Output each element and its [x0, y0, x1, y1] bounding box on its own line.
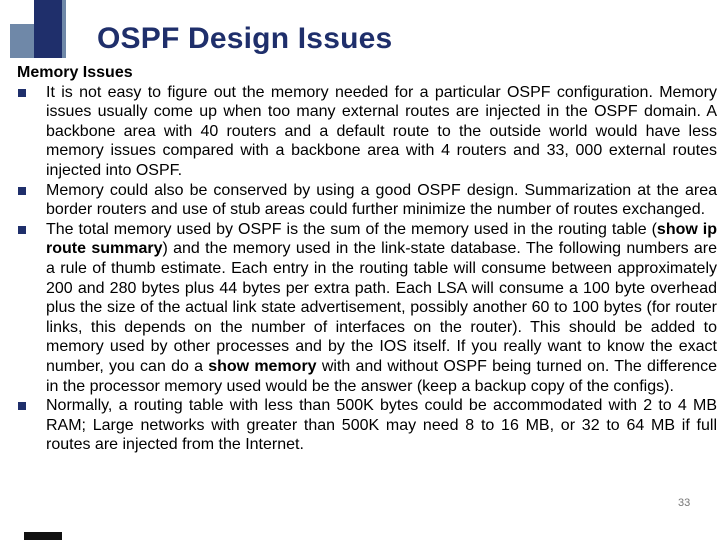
bullet-list — [17, 83, 717, 455]
bullet-text: with and without OSPF being turned on. The difference in the processor memory used would be the answer (keep a backup copy of the configs). — [46, 357, 718, 395]
section-heading: Memory Issues — [17, 64, 133, 81]
bullet-text: Normally, a routing table with less than 500K bytes could be accommodated with 2 to 4 MB RAM; Large networks with greater than 500K may need 8 to 16 MB, or 32 to 64 MB if full routes are injected from the Internet. — [46, 397, 717, 454]
bullet-text: The total memory used by OSPF is the sum of the memory used in the routing table ( — [46, 220, 657, 238]
bullet-text: It is not easy to figure out the memory needed for a particular OSPF configuration. Memory issues usually come up when too many external routes are injected in the OSPF domain. A backbone area with 40 routers and a default route to the outside world would have less memory issues compared with a backbone area with 4 routers and 33, 000 external routes injected into OSPF. — [46, 83, 717, 179]
bullet-item — [17, 396, 717, 455]
command-text: show ip route summary — [46, 220, 717, 258]
page-number: 33 — [678, 497, 691, 509]
square-bullet-icon — [18, 187, 26, 195]
decorative-block — [34, 0, 62, 24]
decorative-block — [10, 24, 34, 58]
square-bullet-icon — [18, 89, 26, 97]
bullet-item — [17, 220, 717, 396]
slide-title: OSPF Design Issues — [97, 22, 393, 55]
square-bullet-icon — [18, 402, 26, 410]
command-text: show memory — [208, 357, 317, 375]
decorative-bar — [24, 532, 62, 540]
decorative-block — [34, 24, 62, 58]
square-bullet-icon — [18, 226, 26, 234]
bullet-text: Memory could also be conserved by using a good OSPF design. Summarization at the area border routers and use of stub areas could further minimize the number of routes exchanged. — [46, 181, 717, 219]
bullet-text: ) and the memory used in the link-state database. The following numbers are a rule of thumb estimate. Each entry in the routing table will consume between approximately 200 and 280 bytes plus 44 bytes per extra path. Each LSA will consume a 100 byte overhead plus the size of the actual link state advertisement, possibly another 60 to 100 bytes (for router links, this depends on the number of interfaces on the router). This should be added to memory used by other processes and by the IOS itself. If you really want to know the exact number, you can do a — [46, 240, 718, 375]
decorative-stripe — [62, 0, 66, 58]
slide-body — [17, 63, 717, 455]
bullet-item — [17, 83, 717, 181]
bullet-item — [17, 181, 717, 220]
